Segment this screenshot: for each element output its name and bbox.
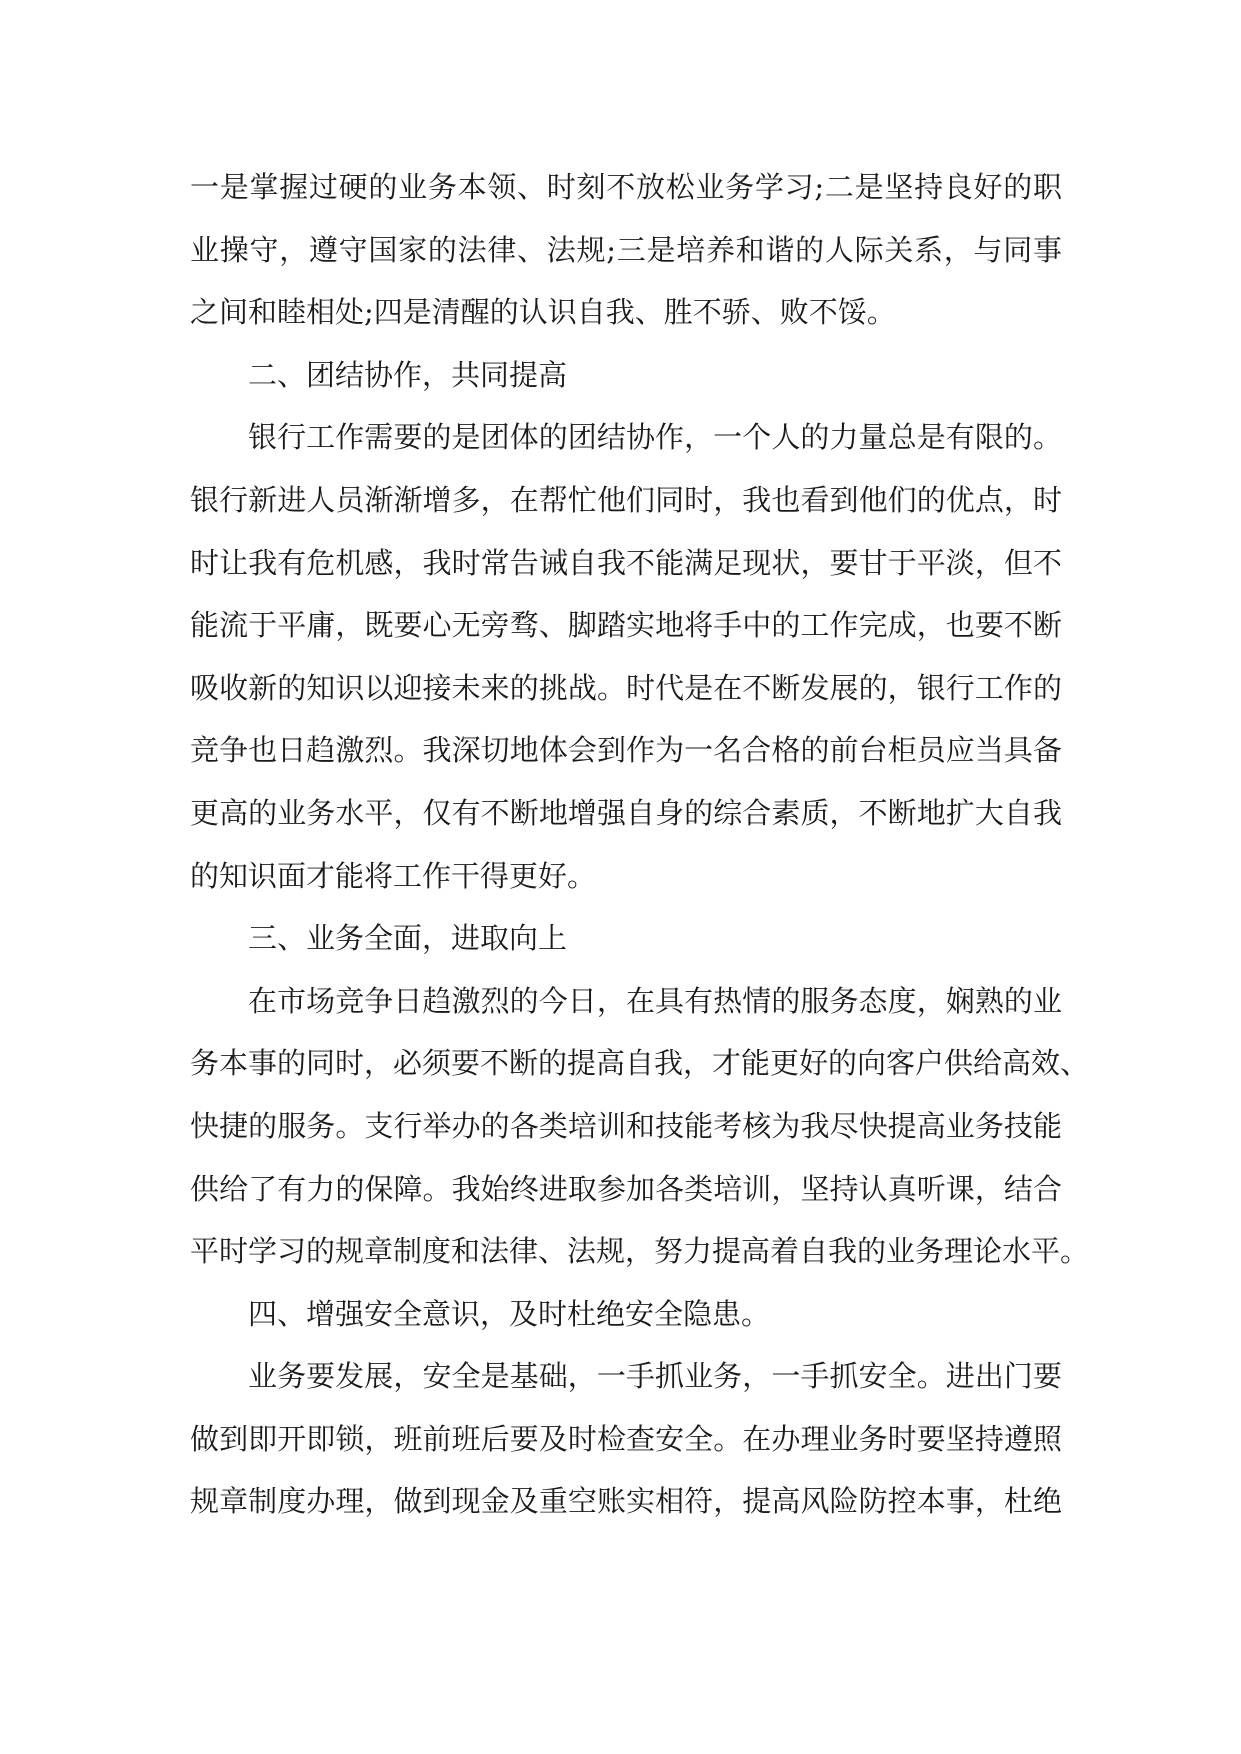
body-line: 业务要发展，安全是基础，一手抓业务，一手抓安全。进出门要	[248, 1359, 1062, 1394]
body-line: 吸收新的知识以迎接未来的挑战。时代是在不断发展的，银行工作的	[190, 670, 1062, 705]
document-body	[190, 156, 1090, 1533]
body-line: 时让我有危机感，我时常告诫自我不能满足现状，要甘于平淡，但不	[190, 545, 1062, 580]
body-line: 银行工作需要的是团体的团结协作，一个人的力量总是有限的。	[248, 420, 1062, 455]
body-line: 能流于平庸，既要心无旁骛、脚踏实地将手中的工作完成，也要不断	[190, 608, 1062, 643]
body-line: 供给了有力的保障。我始终进取参加各类培训，坚持认真听课，结合	[190, 1171, 1062, 1206]
body-line: 快捷的服务。支行举办的各类培训和技能考核为我尽快提高业务技能	[190, 1108, 1062, 1143]
body-line: 竞争也日趋激烈。我深切地体会到作为一名合格的前台柜员应当具备	[190, 733, 1062, 768]
section-heading: 二、团结协作，共同提高	[248, 357, 568, 392]
body-line: 之间和睦相处;四是清醒的认识自我、胜不骄、败不馁。	[190, 295, 896, 330]
body-line: 规章制度办理，做到现金及重空账实相符，提高风险防控本事，杜绝	[190, 1484, 1062, 1519]
body-line: 更高的业务水平，仅有不断地增强自身的综合素质，不断地扩大自我	[190, 795, 1062, 830]
body-line: 在市场竞争日趋激烈的今日，在具有热情的服务态度，娴熟的业	[248, 983, 1062, 1018]
section-heading: 三、业务全面，进取向上	[248, 921, 568, 956]
body-line: 业操守，遵守国家的法律、法规;三是培养和谐的人际关系，与同事	[190, 232, 1062, 267]
body-line: 银行新进人员渐渐增多，在帮忙他们同时，我也看到他们的优点，时	[190, 482, 1062, 517]
body-line: 做到即开即锁，班前班后要及时检查安全。在办理业务时要坚持遵照	[190, 1421, 1062, 1456]
body-line: 的知识面才能将工作干得更好。	[190, 858, 597, 893]
body-line: 一是掌握过硬的业务本领、时刻不放松业务学习;二是坚持良好的职	[190, 170, 1062, 204]
section-heading: 四、增强安全意识，及时杜绝安全隐患。	[248, 1296, 771, 1331]
body-line: 平时学习的规章制度和法律、法规，努力提高着自我的业务理论水平。	[190, 1234, 1090, 1269]
body-line: 务本事的同时，必须要不断的提高自我，才能更好的向客户供给高效、	[190, 1046, 1090, 1081]
